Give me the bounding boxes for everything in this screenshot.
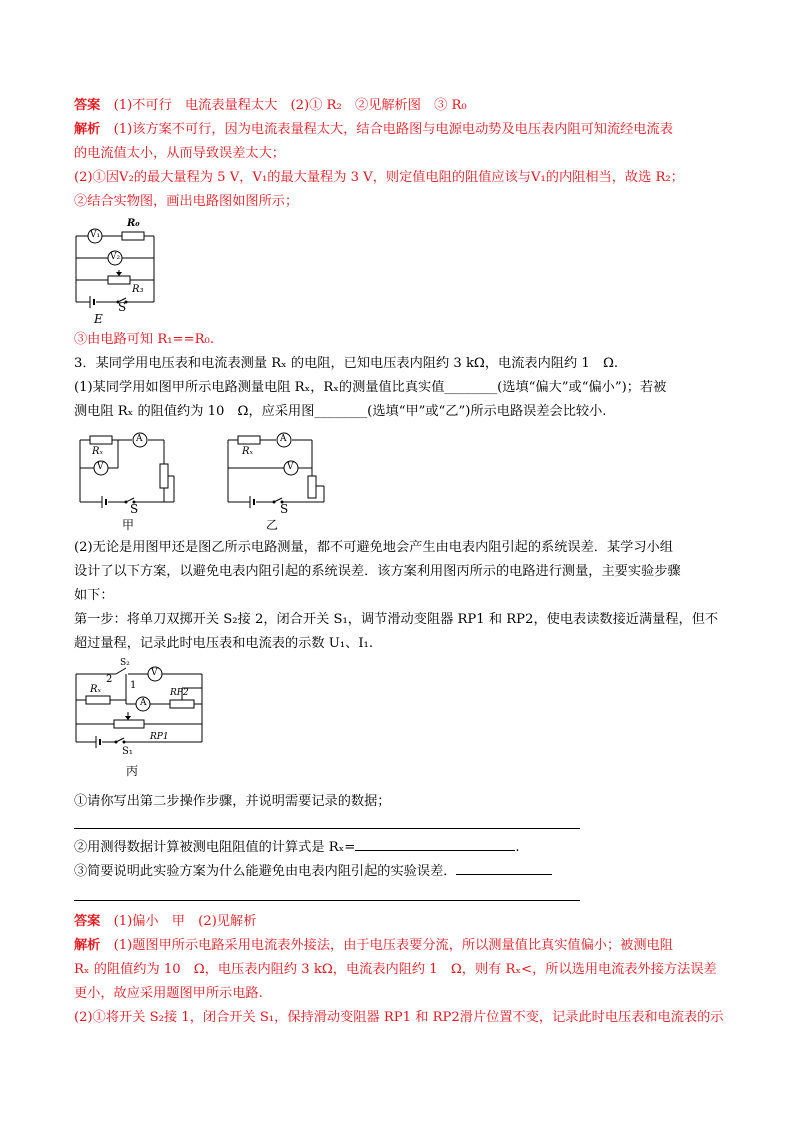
yi-switch-label: S [280,502,289,516]
yi-v-label: V [287,462,294,472]
yi-caption: 乙 [266,518,279,532]
question-b-text: ②用测得数据计算被测电阻阻值的计算式是 Rₓ= [74,840,356,855]
question-part2-line2: 设计了以下方案，以避免电表内阻引起的系统误差．该方案利用图丙所示的电路进行测量，主要实验步骤 [74,564,681,579]
question-stem: 3．某同学用电压表和电流表测量 Rₓ 的电阻，已知电压表内阻约 3 kΩ，电流表内阻约 1 Ω. [74,356,619,371]
question-part2-line1: (2)无论是用图甲还是图乙所示电路测量，都不可避免地会产生由电表内阻引起的系统误差．某学习小组 [74,540,673,555]
question-a: ①请你写出第二步操作步骤，并说明需要记录的数据； [74,794,391,809]
bing-a-label: A [140,698,147,708]
jia-v-label: V [97,462,104,472]
question-part2-line3: 如下： [74,588,114,603]
analysis-label: 解析 [74,938,101,953]
bing-s1-label: S₁ [122,746,133,757]
analysis-text: (1)题图甲所示电路采用电流表外接法，由于电压表要分流，所以测量值比真实值偏小；被测电阻 [113,938,673,953]
answer-text: (1)不可行 电流表量程太大 (2)① R₂ ②见解析图 ③ R₀ [113,98,467,113]
bing-rx-label: Rₓ [90,684,102,695]
answer-text: (1)偏小 甲 (2)见解析 [113,914,257,929]
circuit-diagram-jia [76,428,188,512]
circuit-diagram-bing [72,660,208,756]
analysis2-line-1 [74,936,673,956]
bing-terminal-1-label: 1 [130,680,137,691]
question-b-end: . [515,840,520,855]
analysis-line-5: ③由电路可知 R₁==R₀. [74,332,215,347]
answer-label: 答案 [74,98,101,113]
answer-label: 答案 [74,914,101,929]
question-c-text: ③简要说明此实验方案为什么能避免由电表内阻引起的实验误差． [74,864,457,879]
analysis2-line-4: (2)①将开关 S₂接 1，闭合开关 S₁，保持滑动变阻器 RP1 和 RP2滑片位置不变，记录此时电压表和电流表的示 [74,1010,724,1025]
answer-blank-c2[interactable] [74,900,580,901]
analysis-line-1 [74,120,673,140]
switch-label: S [118,300,127,314]
step1-line1: 第一步：将单刀双掷开关 S₂接 2，闭合开关 S₁，调节滑动变阻器 RP1 和 RP2，使电表读数接近满量程，但不 [74,612,719,627]
analysis-line-3: (2)①因V₂的最大量程为 5 V，V₁的最大量程为 3 V，则定值电阻的阻值应该与V₁的内阻相当，故选 R₂； [74,170,684,185]
jia-rx-label: Rₓ [92,446,104,457]
yi-a-label: A [280,434,287,444]
jia-caption: 甲 [122,518,135,532]
r0-label: R₀ [127,218,140,229]
bing-rp1-label: RP1 [150,732,169,742]
step1-line2: 超过量程，记录此时电压表和电流表的示数 U₁、I₁. [74,636,374,651]
question-part1-line2: 测电阻 Rₓ 的阻值约为 10 Ω，应采用图________(选填“甲”或“乙”)所示电路误差会比较小. [74,404,607,419]
bing-caption: 丙 [126,764,139,778]
jia-switch-label: S [130,502,139,516]
emf-label: E [94,312,103,326]
answer-line-1 [74,96,467,116]
jia-a-label: A [136,434,143,444]
v2-label: V₂ [110,252,121,262]
analysis-label: 解析 [74,122,101,137]
analysis2-line-2: Rₓ 的阻值约为 10 Ω，电压表内阻约 3 kΩ，电流表内阻约 1 Ω，则有 Rₓ<，所以选用电流表外接方法误差 [74,962,717,977]
answer-blank-a[interactable] [74,828,580,829]
analysis-line-2: 的电流值太小，从而导致误差太大； [74,146,285,161]
question-b [74,838,520,858]
bing-rp2-label: RP2 [170,688,189,698]
v1-label: V₁ [90,230,101,240]
bing-v-label: V [151,668,158,678]
answer-line-2 [74,912,256,932]
question-c [74,862,552,882]
answer-blank-b[interactable] [355,838,515,851]
analysis-text: (1)该方案不可行，因为电流表量程太大，结合电路图与电源电动势及电压表内阻可知流经电流表 [113,122,673,137]
bing-terminal-2-label: 2 [106,674,113,685]
analysis-line-4: ②结合实物图，画出电路图如图所示； [74,194,299,209]
answer-blank-c[interactable] [456,862,552,875]
question-part1-line1: (1)某同学用如图甲所示电路测量电阻 Rₓ，Rₓ的测量值比真实值________(选填“偏大”或“偏小”)；若被 [74,380,667,395]
bing-s2-label: S₂ [120,658,130,668]
yi-rx-label: Rₓ [242,446,254,457]
r3-label: R₃ [132,284,144,295]
analysis2-line-3: 更小，故应采用题图甲所示电路. [74,986,263,1001]
